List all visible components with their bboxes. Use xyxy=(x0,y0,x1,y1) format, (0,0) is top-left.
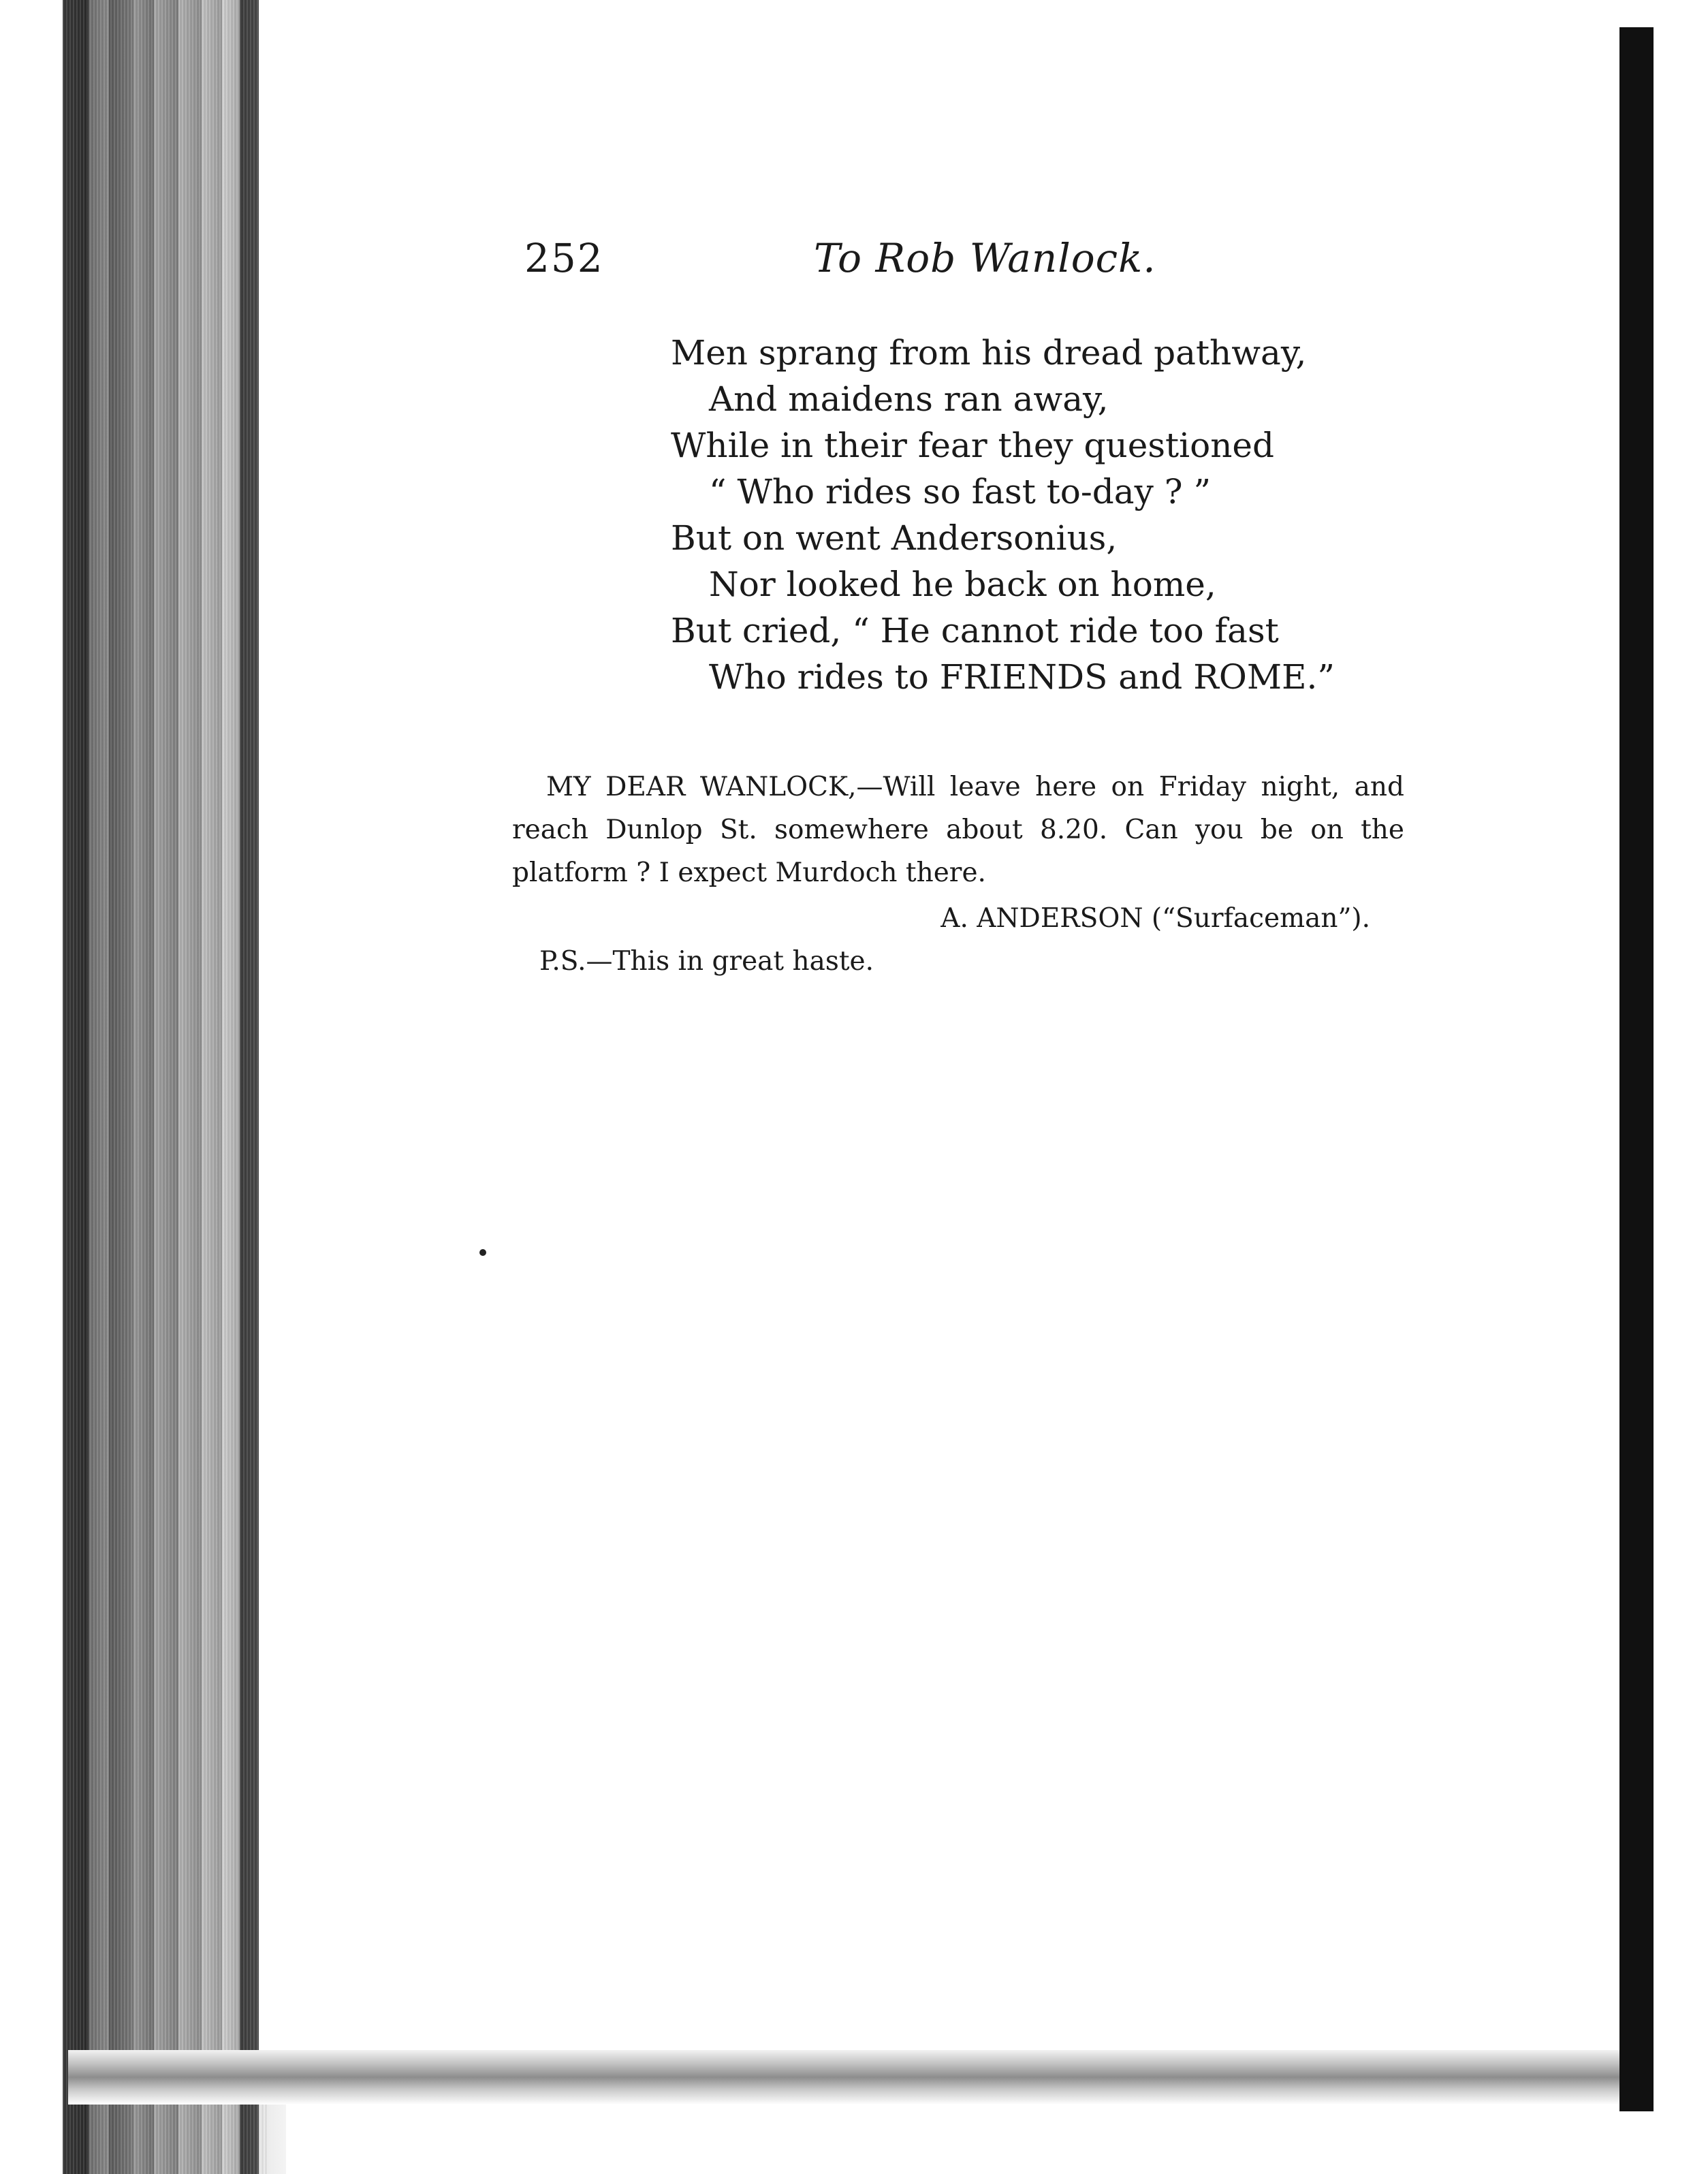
page-number: 252 xyxy=(524,235,604,281)
poem-line: But on went Andersonius, xyxy=(671,518,1118,558)
poem-line: “ Who rides so fast to-day ? ” xyxy=(709,472,1212,511)
poem-line: But cried, “ He cannot ride too fast xyxy=(671,611,1279,650)
page-bottom-shadow xyxy=(68,2050,1621,2105)
letter-body: MY DEAR WANLOCK,—Will leave here on Friday night, and reach Dunlop St. somewhere about 8.20. Can you be on the platform ? I expect Murdoch there. xyxy=(512,772,1404,888)
scan-margin xyxy=(1654,0,1708,2174)
poem-line: While in their fear they questioned xyxy=(671,426,1274,465)
poem-line: Who rides to FRIENDS and ROME.” xyxy=(709,657,1335,697)
poem-line: And maidens ran away, xyxy=(709,379,1109,419)
ink-speck xyxy=(479,1249,486,1256)
letter-signature: A. ANDERSON (“Surfaceman”). xyxy=(940,903,1370,934)
letter-block xyxy=(512,766,1404,983)
book-page-edges xyxy=(0,0,286,2174)
poem-stanza xyxy=(671,330,1420,700)
letter-postscript: P.S.—This in great haste. xyxy=(539,946,874,977)
running-head: To Rob Wanlock. xyxy=(814,235,1156,281)
poem-line: Nor looked he back on home, xyxy=(709,565,1216,604)
poem-line: Men sprang from his dread pathway, xyxy=(671,333,1307,373)
facing-page-edge xyxy=(1619,27,1654,2111)
book-page xyxy=(259,0,1619,2057)
